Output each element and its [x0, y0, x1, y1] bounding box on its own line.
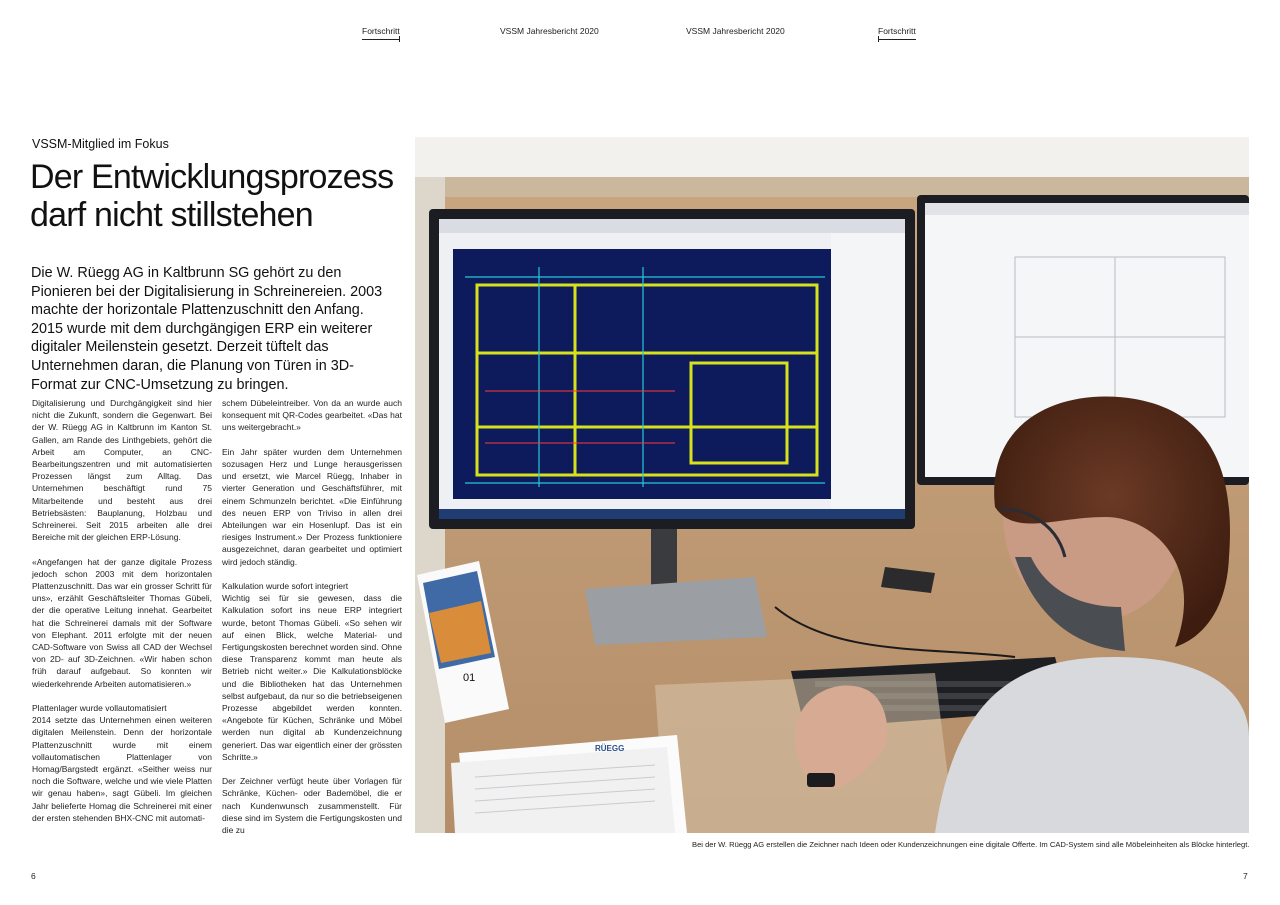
body-paragraph: Kalkulation wurde sofort integriert Wichtig sei für sie gewesen, dass die Kalkulation sofort ins neue ERP integriert wurde, betont Thomas Gübeli. «So sehen wir auf einen Blick, welche Material- und Fertigungskosten berechnet worden sind. Ohne diese Transparenz kommt man heute als Betrieb nicht weiter.» Die Kalkulationsblöcke und die Bibliotheken hat das Unternehmen selbst aufgebaut, da nur so die betriebseigenen Prozesse abgebildet werden konnten. «Angebote für Küchen, Schränke und Möbel werden nun digital ab Kundenzeichnung generiert. Das war eigentlich einer der grössten Schritte.»	[222, 581, 402, 762]
body-paragraph: Der Zeichner verfügt heute über Vorlagen für Schränke, Küchen- oder Bademöbel, die er nach Kundenwunsch zusammenstellt. Für diese sind im System die Fertigungskosten und die zu	[222, 776, 402, 836]
body-paragraph: «Angefangen hat der ganze digitale Prozess jedoch schon 2003 mit dem horizontalen Plattenzuschnitt. Das war ein grosser Schritt für uns», erzählt Geschäftsleiter Thomas Gübeli, der die operative Leitung innehat. Gearbeitet hat die Schreinerei damals mit der Software von Elephant. 2011 erfolgte mit der neuen CAD-Software von Swiss all CAD der Wechsel von 2D- auf 3D-Zeichnen. «Wir haben schon früh darauf aufgebaut. So konnten wir wiederkehrende Arbeiten automatisieren.»	[32, 556, 212, 689]
header-section-right: Fortschritt	[878, 26, 916, 40]
page-number-right: 7	[1243, 871, 1248, 881]
lead-paragraph: Die W. Rüegg AG in Kaltbrunn SG gehört zu den Pionieren bei der Digitalisierung in Schreinereien. 2003 machte der horizontale Plattenzuschnitt den Anfang. 2015 wurde mit dem durchgängigen ERP ein weiterer digitaler Meilenstein gesetzt. Derzeit tüftelt das Unternehmen daran, die Planung von Türen in 3D-Format zur CNC-Umsetzung zu bringen.	[31, 265, 383, 393]
title-line-1: Der Entwicklungsprozess	[30, 158, 394, 196]
document-logo: RÜEGG	[595, 744, 625, 753]
article-kicker: VSSM-Mitglied im Fokus	[32, 137, 169, 151]
body-paragraph: Ein Jahr später wurden dem Unternehmen sozusagen Herz und Lunge herausgerissen und ersetzt, wie Marcel Rüegg, Inhaber in vierter Generation und Geschäftsführer, mit einem Schmunzeln berichtet. «Die Einführung des neuen ERP von Triviso in allen drei Abteilungen war ein Hosenlupf. Das ist ein riesiges Instrument.» Der Prozess funktioniere ausgezeichnet, daran gearbeitet und optimiert wird jedoch ständig.	[222, 446, 402, 567]
body-paragraph: Digitalisierung und Durchgängigkeit sind hier nicht die Zukunft, sondern die Gegenwart. Bei der W. Rüegg AG in Kaltbrunn im Kanton St. Gallen, am Rande des Linthgebiets, gehört die Arbeit am Computer, an CNC-Bearbeitungszentren und mit automatisierten Prozessen längst zum Alltag. Das Unternehmen beschäftigt rund 75 Mitarbeitende und besteht aus drei Betriebsästen: Bauplanung, Holzbau und Schreinerei. Seit 2015 arbeiten alle drei Bereiche mit der gleichen ERP-Lösung.	[32, 398, 212, 543]
page-number-left: 6	[31, 871, 36, 881]
body-column-2	[222, 397, 402, 848]
body-paragraph: Plattenlager wurde vollautomatisiert 2014 setzte das Unternehmen einen weiteren digitalen Meilenstein. Denn der horizontale Plattenzuschnitt wurde mit einem vollautomatischen Plattenlager von Homag/Bargstedt ergänzt. «Seither weiss nur noch die Software, welche und wie viele Platten wir genau haben», sagt Gübeli. Im gleichen Jahr belieferte Homag die Schreinerei mit einer der ersten stehenden BHX-CNC mit automati-	[32, 703, 212, 823]
photo-caption: Bei der W. Rüegg AG erstellen die Zeichner nach Ideen oder Kundenzeichnungen eine digitale Offerte. Im CAD-System sind alle Möbeleinheiten als Blöcke hinterlegt.	[692, 840, 1250, 849]
article-lead	[31, 264, 391, 394]
body-column-1	[32, 397, 212, 836]
office-photo	[415, 137, 1249, 833]
header-publication-right: VSSM Jahresbericht 2020	[686, 26, 785, 36]
title-line-2: darf nicht stillstehen	[30, 196, 313, 234]
calendar-day: 01	[463, 672, 476, 684]
body-paragraph: schem Dübeleintreiber. Von da an wurde auch konsequent mit QR-Codes gearbeitet. «Das hat uns weitergebracht.»	[222, 398, 402, 433]
header-publication-left: VSSM Jahresbericht 2020	[500, 26, 599, 36]
header-section-left: Fortschritt	[362, 26, 400, 40]
photo-illustration	[415, 137, 1249, 833]
article-title	[30, 158, 393, 234]
